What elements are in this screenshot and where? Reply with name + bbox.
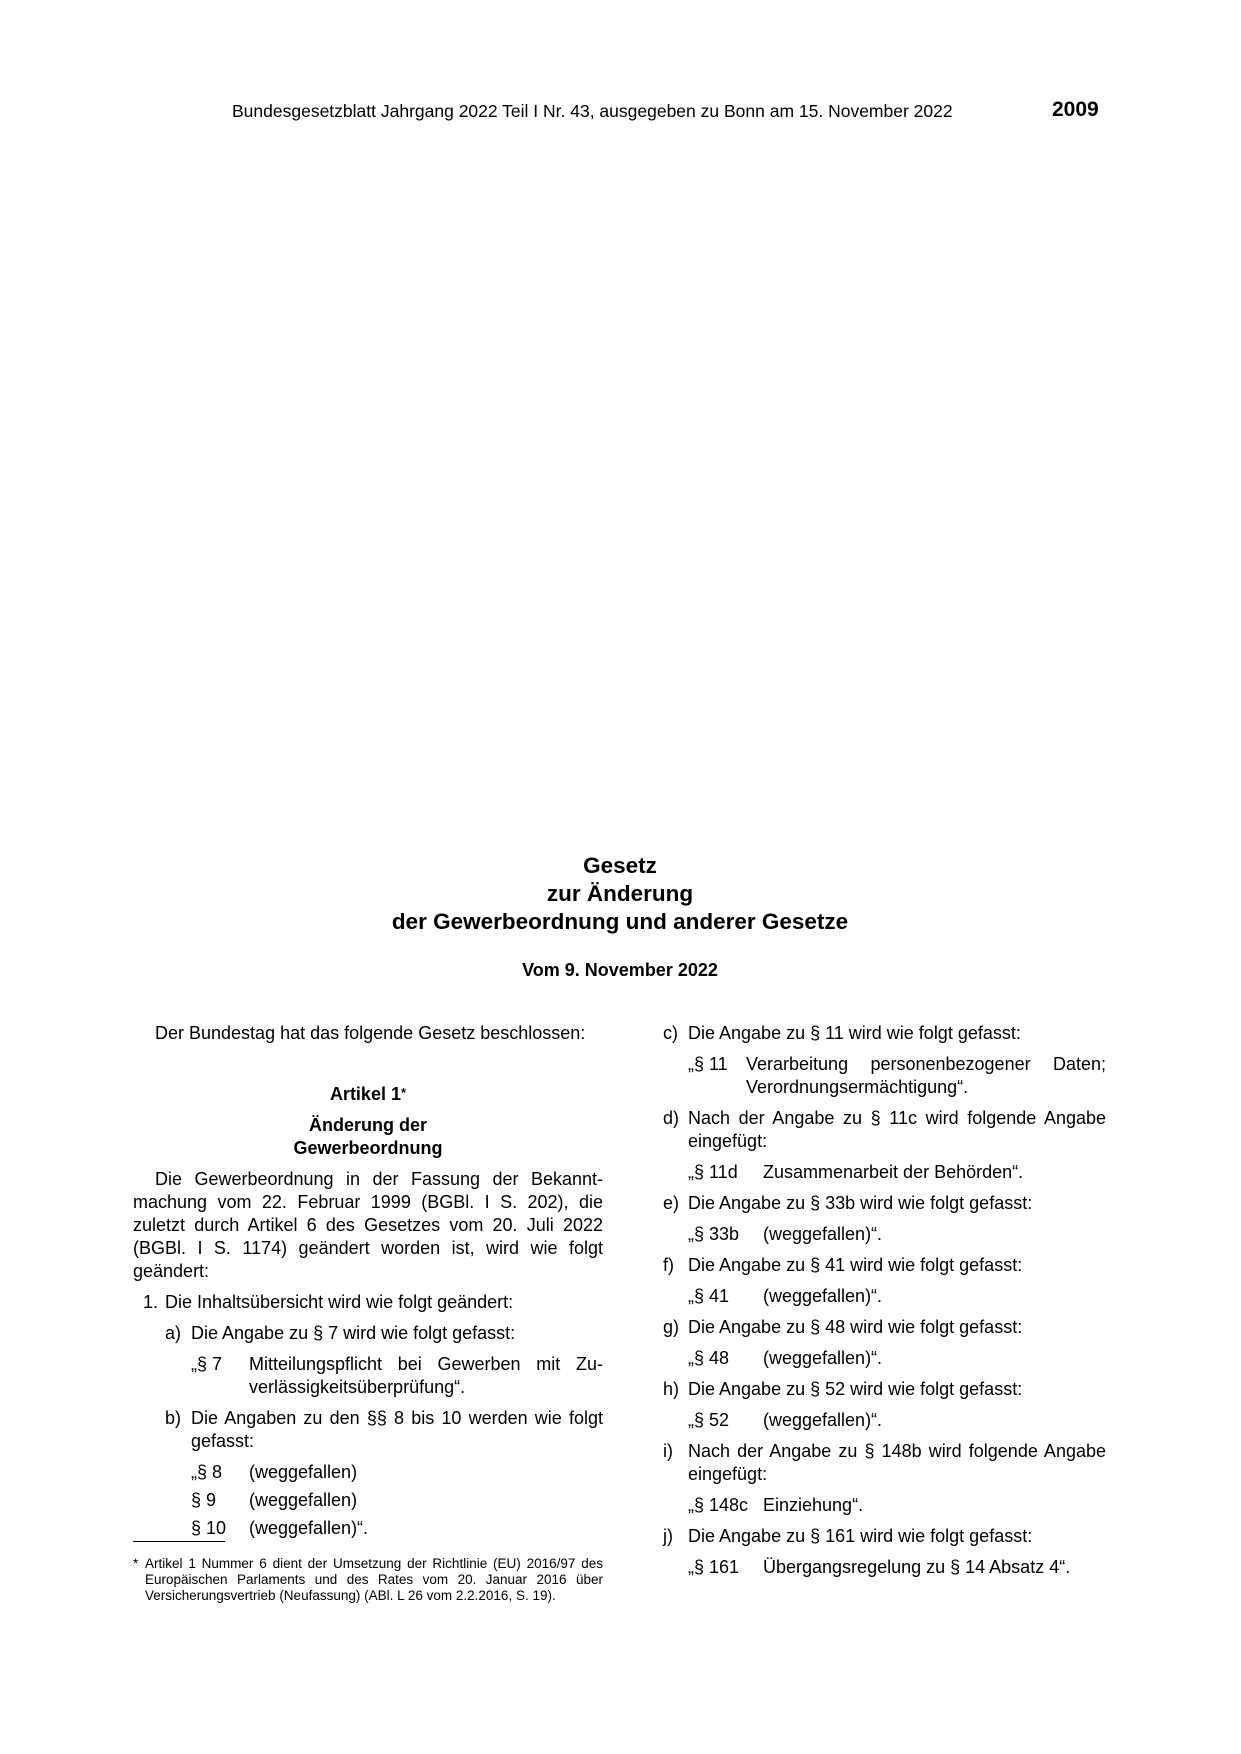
sub-item-text: Die Angabe zu § 48 wird wie folgt gefasst:	[688, 1317, 1023, 1337]
sub-item	[663, 1525, 1106, 1548]
toc-entry-text: Verarbeitung personenbezogener Daten; Verordnungsermächtigung“.	[746, 1054, 1106, 1097]
footnote-marker: *	[133, 1556, 139, 1571]
sub-item-text: Nach der Angabe zu § 148b wird folgende Angabe eingefügt:	[688, 1441, 1106, 1484]
toc-entry	[663, 1347, 1106, 1370]
page-number: 2009	[1052, 98, 1099, 121]
law-title-line: der Gewerbeordnung und anderer Gesetze	[391, 909, 849, 934]
toc-entry-text: Einziehung“.	[763, 1495, 864, 1515]
sub-item-text: Die Angabe zu § 52 wird wie folgt gefasst:	[688, 1379, 1023, 1399]
toc-entry-key: „§ 11d	[688, 1162, 738, 1182]
sub-item-letter: i)	[663, 1441, 673, 1461]
sub-item-letter: j)	[663, 1526, 673, 1546]
toc-entry-key: „§ 8	[191, 1462, 223, 1482]
toc-entry	[663, 1494, 1106, 1517]
article-title-line: Gewerbeordnung	[293, 1138, 443, 1158]
footnote-divider	[133, 1541, 225, 1542]
toc-entry-key: § 9	[191, 1490, 217, 1510]
sub-item	[133, 1407, 603, 1453]
sub-item	[663, 1254, 1106, 1277]
article-body: Die Gewerbeordnung in der Fassung der Bekanntmachung vom 22. Februar 1999 (BGBl. I S. 202), die zuletzt durch Artikel 6 des Gesetzes vom 20. Juli 2022 (BGBl. I S. 1174) geändert worden ist, wird wie folgt geändert:	[133, 1169, 603, 1281]
toc-entry-key: „§ 41	[688, 1286, 730, 1306]
sub-item	[663, 1107, 1106, 1153]
left-column	[133, 1022, 603, 1540]
footnote-marker: *	[400, 1085, 407, 1100]
sub-item-text: Die Angaben zu den §§ 8 bis 10 werden wie folgt gefasst:	[191, 1408, 603, 1451]
toc-entry-key: „§ 7	[191, 1354, 223, 1374]
toc-entry-key: „§ 48	[688, 1348, 730, 1368]
toc-entry-key: „§ 33b	[688, 1224, 740, 1244]
toc-entry	[663, 1223, 1106, 1246]
sub-item-letter: f)	[663, 1255, 674, 1275]
sub-item-text: Die Angabe zu § 161 wird wie folgt gefasst:	[688, 1526, 1033, 1546]
toc-entry	[663, 1053, 1106, 1099]
sub-item-letter: d)	[663, 1108, 680, 1128]
list-item-number: 1.	[143, 1292, 159, 1312]
toc-entry-text: (weggefallen)“.	[763, 1286, 883, 1306]
sub-item-letter: c)	[663, 1023, 678, 1043]
law-title-line: zur Änderung	[546, 881, 694, 906]
sub-item-letter: a)	[165, 1323, 182, 1343]
right-column	[663, 1022, 1106, 1579]
toc-entry	[663, 1409, 1106, 1432]
enactment-clause: Der Bundestag hat das folgende Gesetz beschlossen:	[155, 1023, 586, 1043]
sub-item-letter: h)	[663, 1379, 680, 1399]
list-item-text: Die Inhaltsübersicht wird wie folgt geändert:	[165, 1292, 514, 1312]
sub-item	[663, 1316, 1106, 1339]
toc-entry-text: Übergangsregelung zu § 14 Absatz 4“.	[763, 1557, 1071, 1577]
sub-item-text: Nach der Angabe zu § 11c wird folgende Angabe eingefügt:	[688, 1108, 1106, 1151]
toc-entry-text: (weggefallen)	[249, 1490, 358, 1510]
toc-entry-text: (weggefallen)“.	[249, 1518, 369, 1538]
sub-item	[663, 1440, 1106, 1486]
toc-entry-key: § 10	[191, 1518, 227, 1538]
article-label: Artikel 1	[329, 1084, 401, 1104]
toc-entry	[663, 1556, 1106, 1579]
toc-entry	[133, 1517, 603, 1540]
article-heading	[133, 1083, 603, 1106]
footnote	[133, 1556, 603, 1604]
sub-item	[663, 1192, 1106, 1215]
toc-entry-key: „§ 161	[688, 1557, 740, 1577]
sub-item	[133, 1322, 603, 1345]
sub-item-letter: e)	[663, 1193, 680, 1213]
toc-entry-key: „§ 11	[688, 1054, 728, 1074]
sub-item-text: Die Angabe zu § 11 wird wie folgt gefasst:	[688, 1023, 1021, 1043]
toc-entry	[663, 1285, 1106, 1308]
toc-entry-key: „§ 52	[688, 1410, 730, 1430]
sub-item	[663, 1022, 1106, 1045]
sub-item-text: Die Angabe zu § 41 wird wie folgt gefasst:	[688, 1255, 1023, 1275]
toc-entry	[663, 1161, 1106, 1184]
toc-entry-text: (weggefallen)“.	[763, 1224, 883, 1244]
list-item	[133, 1291, 603, 1314]
sub-item-letter: g)	[663, 1317, 680, 1337]
toc-entry-text: (weggefallen)“.	[763, 1410, 883, 1430]
toc-entry	[133, 1353, 603, 1399]
gazette-header: Bundesgesetzblatt Jahrgang 2022 Teil I Nr. 43, ausgegeben zu Bonn am 15. November 2022	[232, 101, 953, 121]
toc-entry	[133, 1489, 603, 1512]
toc-entry	[133, 1461, 603, 1484]
toc-entry-text: (weggefallen)	[249, 1462, 358, 1482]
toc-entry-key: „§ 148c	[688, 1495, 749, 1515]
sub-item-text: Die Angabe zu § 7 wird wie folgt gefasst:	[191, 1323, 516, 1343]
law-title	[220, 852, 1020, 936]
sub-item-letter: b)	[165, 1408, 182, 1428]
toc-entry-text: Zusammenarbeit der Behörden“.	[763, 1162, 1024, 1182]
sub-item-text: Die Angabe zu § 33b wird wie folgt gefasst:	[688, 1193, 1033, 1213]
sub-item	[663, 1378, 1106, 1401]
footnote-text: Artikel 1 Nummer 6 dient der Umsetzung der Richtlinie (EU) 2016/97 des Europäischen Parlaments und des Rates vom 20. Januar 2016 über Versicherungsvertrieb (Neufassung) (ABl. L 26 vom 2.2.2016, S. 19).	[145, 1556, 603, 1603]
law-title-line: Gesetz	[583, 853, 657, 878]
article-title-line: Änderung der	[308, 1115, 427, 1135]
toc-entry-text: (weggefallen)“.	[763, 1348, 883, 1368]
law-date: Vom 9. November 2022	[522, 960, 718, 980]
toc-entry-text: Mitteilungspflicht bei Gewerben mit Zuverlässigkeitsüberprüfung“.	[249, 1354, 603, 1397]
